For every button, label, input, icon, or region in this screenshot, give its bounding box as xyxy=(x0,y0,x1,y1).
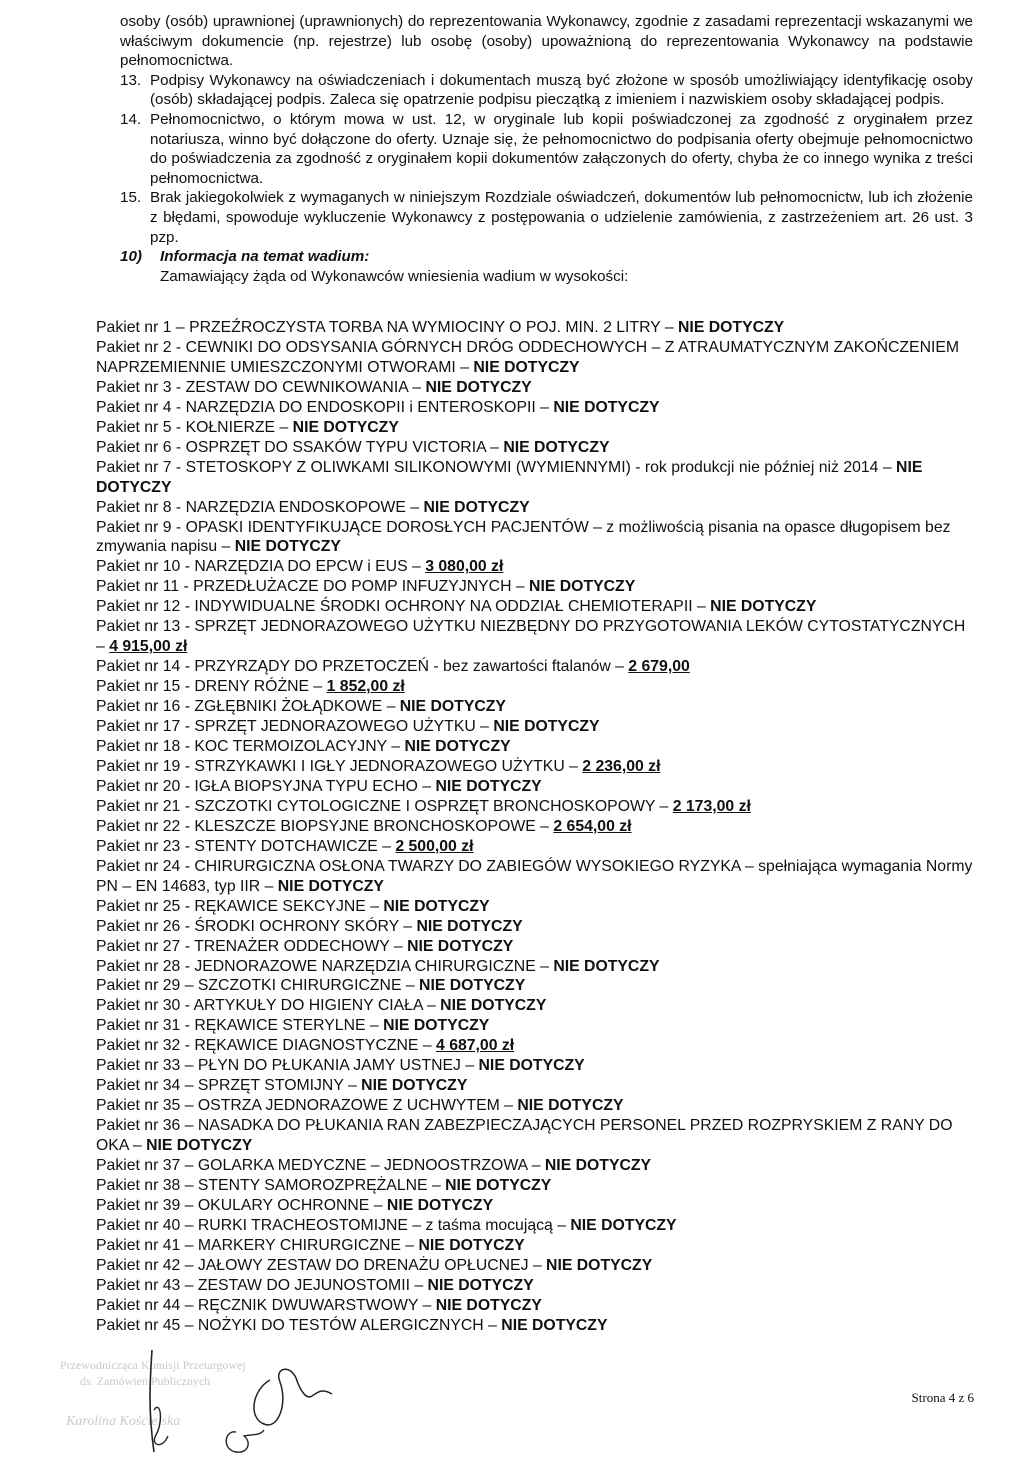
packet-item xyxy=(96,657,976,677)
packet-name: KOC TERMOIZOLACYJNY – xyxy=(194,738,405,756)
packet-number: Pakiet nr 34 – xyxy=(96,1077,198,1095)
packet-item xyxy=(96,897,976,917)
packet-status: NIE DOTYCZY xyxy=(146,1137,253,1155)
packet-item xyxy=(96,697,976,717)
section-heading xyxy=(120,247,973,267)
packet-wadium-amount: 2 679,00 xyxy=(628,658,690,676)
packet-wadium-amount: 2 173,00 zł xyxy=(672,797,751,815)
packet-number: Pakiet nr 17 - xyxy=(96,718,195,736)
packet-number: Pakiet nr 16 - xyxy=(96,698,195,716)
stamp-line: ds. Zamówień Publicznych xyxy=(80,1374,211,1388)
packet-name: SZCZOTKI CYTOLOGICZNE I OSPRZĘT BRONCHOSKOPOWY – xyxy=(194,797,673,815)
packet-name: DRENY RÓŻNE – xyxy=(194,678,327,696)
item-number: 15. xyxy=(120,189,142,207)
packet-status: NIE DOTYCZY xyxy=(361,1077,468,1095)
packet-number: Pakiet nr 15 - xyxy=(96,678,195,696)
packet-status: NIE DOTYCZY xyxy=(435,777,542,795)
packet-name: CHIRURGICZNA OSŁONA TWARZY DO ZABIEGÓW WYSOKIEGO RYZYKA – spełniająca wymagania Normy PN – EN 14683, typ IIR – xyxy=(96,857,973,895)
packet-item xyxy=(96,1016,976,1036)
packet-status: NIE DOTYCZY xyxy=(546,1256,653,1274)
handwritten-signature xyxy=(140,1340,370,1460)
packet-status: NIE DOTYCZY xyxy=(473,358,580,376)
packet-name: RĘKAWICE SEKCYJNE – xyxy=(194,897,384,915)
packet-name: STENTY SAMOROZPRĘŻALNE – xyxy=(197,1176,446,1194)
wadium-intro: Zamawiający żąda od Wykonawców wniesienia wadium w wysokości: xyxy=(160,267,629,285)
packet-wadium-amount: 4 915,00 zł xyxy=(109,638,188,656)
packet-name: OSTRZA JEDNORAZOWE Z UCHWYTEM – xyxy=(197,1097,518,1115)
packet-status: NIE DOTYCZY xyxy=(383,897,490,915)
packet-number: Pakiet nr 12 - xyxy=(96,598,195,616)
packet-number: Pakiet nr 11 - xyxy=(96,578,194,596)
packet-wadium-amount: 2 236,00 zł xyxy=(582,757,661,775)
packet-number: Pakiet nr 14 - xyxy=(96,658,195,676)
packet-item xyxy=(96,677,976,697)
packet-name: ARTYKUŁY DO HIGIENY CIAŁA – xyxy=(193,997,441,1015)
packet-item xyxy=(96,577,976,597)
packet-name: OPASKI IDENTYFIKUJĄCE DOROSŁYCH PACJENTÓW – z możliwością pisania na opasce długopisem bez zmywania napisu – xyxy=(96,518,951,556)
packet-number: Pakiet nr 9 - xyxy=(96,518,186,536)
packet-status: NIE DOTYCZY xyxy=(544,1157,652,1175)
item-number: 13. xyxy=(120,71,142,89)
intro-section xyxy=(120,12,973,286)
packet-wadium-amount: 2 500,00 zł xyxy=(395,837,474,855)
numbered-item-13 xyxy=(120,71,973,110)
packet-name: ZESTAW DO CEWNIKOWANIA – xyxy=(185,378,426,396)
packet-name: GOLARKA MEDYCZNE – JEDNOOSTRZOWA – xyxy=(197,1157,545,1175)
packet-number: Pakiet nr 42 – xyxy=(96,1256,198,1274)
packet-item xyxy=(96,1056,976,1076)
packet-number: Pakiet nr 25 - xyxy=(96,897,195,915)
packet-number: Pakiet nr 24 - xyxy=(96,857,195,875)
packet-item xyxy=(96,957,976,977)
packet-number: Pakiet nr 18 - xyxy=(96,738,195,756)
packet-name: NOŻYKI DO TESTÓW ALERGICZNYCH – xyxy=(197,1316,502,1334)
section-title: Informacja na temat wadium: xyxy=(160,248,370,266)
packet-item xyxy=(96,837,976,857)
packet-number: Pakiet nr 38 – xyxy=(96,1176,198,1194)
packet-status: NIE DOTYCZY xyxy=(383,1017,490,1035)
packet-item xyxy=(96,1076,976,1096)
packet-wadium-amount: 1 852,00 zł xyxy=(326,678,405,696)
packet-item xyxy=(96,458,976,498)
packet-number: Pakiet nr 41 – xyxy=(96,1236,198,1254)
packet-item xyxy=(96,817,976,837)
packet-name: KLESZCZE BIOPSYJNE BRONCHOSKOPOWE – xyxy=(194,817,554,835)
packet-wadium-amount: 3 080,00 zł xyxy=(425,558,504,576)
packet-status: NIE DOTYCZY xyxy=(440,997,547,1015)
packet-number: Pakiet nr 35 – xyxy=(96,1097,198,1115)
packet-item xyxy=(96,937,976,957)
packet-name: NARZĘDZIA DO ENDOSKOPII i ENTEROSKOPII – xyxy=(185,398,554,416)
packet-number: Pakiet nr 4 - xyxy=(96,398,186,416)
packet-number: Pakiet nr 45 – xyxy=(96,1316,198,1334)
packet-name: CEWNIKI DO ODSYSANIA GÓRNYCH DRÓG ODDECHOWYCH – Z ATRAUMATYCZNYM ZAKOŃCZENIEM NAPRZEMIENNIE UMIESZCZONYMI OTWORAMI – xyxy=(96,338,960,376)
packet-list xyxy=(96,318,976,1336)
packet-number: Pakiet nr 43 – xyxy=(96,1276,198,1294)
packet-name: JAŁOWY ZESTAW DO DRENAŻU OPŁUCNEJ – xyxy=(197,1256,547,1274)
packet-status: NIE DOTYCZY xyxy=(553,398,660,416)
packet-name: SPRZĘT JEDNORAZOWEGO UŻYTKU NIEZBĘDNY DO PRZYGOTOWANIA LEKÓW CYTOSTATYCZNYCH – xyxy=(96,618,966,656)
packet-item xyxy=(96,757,976,777)
packet-item xyxy=(96,857,976,897)
packet-name: RĘKAWICE DIAGNOSTYCZNE – xyxy=(194,1037,437,1055)
packet-status: NIE DOTYCZY xyxy=(399,698,506,716)
packet-number: Pakiet nr 30 - xyxy=(96,997,194,1015)
packet-name: PRZEŹROCZYSTA TORBA NA WYMIOCINY O POJ. MIN. 2 LITRY – xyxy=(189,319,679,336)
packet-item xyxy=(96,1116,976,1156)
packet-item xyxy=(96,1316,976,1336)
packet-name: OKULARY OCHRONNE – xyxy=(197,1196,387,1214)
packet-number: Pakiet nr 1 – xyxy=(96,319,190,336)
packet-status: NIE DOTYCZY xyxy=(419,977,526,995)
packet-status: NIE DOTYCZY xyxy=(570,1216,677,1234)
packet-name: STETOSKOPY Z OLIWKAMI SILIKONOWYMI (WYMIENNYMI) - rok produkcji nie później niż 2014 – xyxy=(185,458,897,476)
item-text: Podpisy Wykonawcy na oświadczeniach i dokumentach muszą być złożone w sposób umożliwiający identyfikację osoby (osób) składającej podpis. Zaleca się opatrzenie podpisu pieczątką z imieniem i nazwiskiem osoby składającej podpis. xyxy=(150,71,973,109)
packet-status: NIE DOTYCZY xyxy=(503,438,610,456)
packet-item xyxy=(96,438,976,458)
packet-item xyxy=(96,498,976,518)
stamp-line: Karolina Kościelska xyxy=(66,1414,181,1429)
packet-number: Pakiet nr 33 – xyxy=(96,1057,198,1075)
packet-status: NIE DOTYCZY xyxy=(478,1057,585,1075)
intro-paragraph: osoby (osób) uprawnionej (uprawnionych) do reprezentowania Wykonawcy, zgodnie z zasadami reprezentacji wskazanymi we właściwym dokumencie (np. rejestrze) lub osobę (osoby) upoważnioną do reprezentowania Wykonawcy na podstawie pełnomocnictwa. xyxy=(120,13,973,70)
packet-number: Pakiet nr 22 - xyxy=(96,817,195,835)
packet-item xyxy=(96,1096,976,1116)
packet-wadium-amount: 2 654,00 zł xyxy=(553,817,632,835)
packet-wadium-amount: 4 687,00 zł xyxy=(436,1037,515,1055)
packet-name: ZGŁĘBNIKI ŻOŁĄDKOWE – xyxy=(194,698,400,716)
packet-item xyxy=(96,1296,976,1316)
packet-number: Pakiet nr 8 - xyxy=(96,498,186,516)
stamp-line: Przewodnicząca Komisji Przetargowej xyxy=(60,1358,246,1372)
packet-status: NIE DOTYCZY xyxy=(517,1097,624,1115)
packet-number: Pakiet nr 39 – xyxy=(96,1196,198,1214)
packet-item xyxy=(96,917,976,937)
packet-item xyxy=(96,1176,976,1196)
packet-item xyxy=(96,338,976,378)
packet-item xyxy=(96,1216,976,1236)
packet-item xyxy=(96,398,976,418)
item-text: Pełnomocnictwo, o którym mowa w ust. 12, w oryginale lub kopii poświadczonej za zgodność z oryginałem przez notariusza, winno być dołączone do oferty. Uznaje się, że pełnomocnictwo do podpisania oferty obejmuje pełnomocnictwo do poświadczenia za zgodność z oryginałem kopii dokumentów załączonych do oferty, chyba że co innego wynika z treści pełnomocnictwa. xyxy=(150,110,973,187)
packet-status: NIE DOTYCZY xyxy=(553,957,660,975)
packet-item xyxy=(96,1276,976,1296)
numbered-item-15 xyxy=(120,188,973,247)
packet-number: Pakiet nr 19 - xyxy=(96,757,195,775)
packet-name: STENTY DOTCHAWICZE – xyxy=(194,837,396,855)
page-number: Strona 4 z 6 xyxy=(911,1390,974,1405)
packet-number: Pakiet nr 27 - xyxy=(96,937,195,955)
packet-name: NASADKA DO PŁUKANIA RAN ZABEZPIECZAJĄCYCH PERSONEL PRZED ROZPRYSKIEM Z RANY DO OKA – xyxy=(96,1117,953,1155)
packet-item xyxy=(96,1036,976,1056)
packet-status: NIE DOTYCZY xyxy=(423,498,530,516)
packet-number: Pakiet nr 36 – xyxy=(96,1117,198,1135)
packet-status: NIE DOTYCZY xyxy=(416,917,523,935)
packet-status: NIE DOTYCZY xyxy=(386,1196,494,1214)
packet-name: SPRZĘT JEDNORAZOWEGO UŻYTKU – xyxy=(194,718,494,736)
packet-item xyxy=(96,797,976,817)
packet-number: Pakiet nr 20 - xyxy=(96,777,195,795)
packet-status: NIE DOTYCZY xyxy=(435,1296,542,1314)
packet-name: JEDNORAZOWE NARZĘDZIA CHIRURGICZNE – xyxy=(194,957,554,975)
packet-item xyxy=(96,976,976,996)
packet-number: Pakiet nr 3 - xyxy=(96,378,186,396)
item-number: 14. xyxy=(120,110,142,128)
packet-item xyxy=(96,1156,976,1176)
packet-number: Pakiet nr 28 - xyxy=(96,957,195,975)
packet-status: NIE DOTYCZY xyxy=(277,877,384,895)
packet-name: ŚRODKI OCHRONY SKÓRY – xyxy=(194,917,417,935)
packet-name: RURKI TRACHEOSTOMIJNE – z taśma mocującą – xyxy=(197,1216,571,1234)
packet-status: NIE DOTYCZY xyxy=(407,937,514,955)
packet-name: RĘCZNIK DWUWARSTWOWY – xyxy=(197,1296,436,1314)
section-number: 10) xyxy=(120,248,142,266)
packet-item xyxy=(96,996,976,1016)
packet-status: NIE DOTYCZY xyxy=(292,418,399,436)
packet-status: NIE DOTYCZY xyxy=(445,1176,552,1194)
packet-status: NIE DOTYCZY xyxy=(493,718,600,736)
packet-name: SZCZOTKI CHIRURGICZNE – xyxy=(197,977,420,995)
packet-number: Pakiet nr 31 - xyxy=(96,1017,195,1035)
packet-item xyxy=(96,557,976,577)
packet-name: ZESTAW DO JEJUNOSTOMII – xyxy=(197,1276,428,1294)
packet-name: NARZĘDZIA DO EPCW i EUS – xyxy=(194,558,426,576)
packet-number: Pakiet nr 21 - xyxy=(96,797,195,815)
packet-number: Pakiet nr 7 - xyxy=(96,458,186,476)
packet-item xyxy=(96,1196,976,1216)
packet-name: STRZYKAWKI I IGŁY JEDNORAZOWEGO UŻYTKU – xyxy=(194,757,583,775)
packet-item xyxy=(96,737,976,757)
packet-name: IGŁA BIOPSYJNA TYPU ECHO – xyxy=(194,777,436,795)
packet-status: NIE DOTYCZY xyxy=(427,1276,534,1294)
packet-status: NIE DOTYCZY xyxy=(418,1236,525,1254)
packet-number: Pakiet nr 13 - xyxy=(96,618,195,636)
packet-status: NIE DOTYCZY xyxy=(678,319,785,336)
packet-number: Pakiet nr 10 - xyxy=(96,558,195,576)
packet-number: Pakiet nr 29 – xyxy=(96,977,198,995)
packet-name: PRZEDŁUŻACZE DO POMP INFUZYJNYCH – xyxy=(193,578,530,596)
packet-number: Pakiet nr 32 - xyxy=(96,1037,195,1055)
packet-name: INDYWIDUALNE ŚRODKI OCHRONY NA ODDZIAŁ CHEMIOTERAPII – xyxy=(194,598,711,616)
packet-status: NIE DOTYCZY xyxy=(710,598,817,616)
packet-item xyxy=(96,717,976,737)
packet-name: RĘKAWICE STERYLNE – xyxy=(194,1017,384,1035)
packet-item xyxy=(96,617,976,657)
packet-item xyxy=(96,1236,976,1256)
packet-status: NIE DOTYCZY xyxy=(404,738,511,756)
packet-name: TRENAŻER ODDECHOWY – xyxy=(194,937,408,955)
packet-name: PRZYRZĄDY DO PRZETOCZEŃ - bez zawartości ftalanów – xyxy=(194,658,629,676)
packet-name: NARZĘDZIA ENDOSKOPOWE – xyxy=(185,498,424,516)
packet-item xyxy=(96,418,976,438)
packet-status: NIE DOTYCZY xyxy=(501,1316,608,1334)
packet-status: NIE DOTYCZY xyxy=(234,538,341,556)
packet-number: Pakiet nr 37 – xyxy=(96,1157,198,1175)
packet-name: PŁYN DO PŁUKANIA JAMY USTNEJ – xyxy=(197,1057,479,1075)
packet-name: KOŁNIERZE – xyxy=(185,418,293,436)
packet-item xyxy=(96,777,976,797)
packet-status: NIE DOTYCZY xyxy=(529,578,636,596)
packet-name: OSPRZĘT DO SSAKÓW TYPU VICTORIA – xyxy=(185,438,504,456)
packet-item xyxy=(96,597,976,617)
packet-item xyxy=(96,378,976,398)
packet-number: Pakiet nr 44 – xyxy=(96,1296,198,1314)
item-text: Brak jakiegokolwiek z wymaganych w niniejszym Rozdziale oświadczeń, dokumentów lub pełnomocnictw, lub ich złożenie z błędami, spowoduje wykluczenie Wykonawcy z postępowania o udzielenie zamówienia, z zastrzeżeniem art. 26 ust. 3 pzp. xyxy=(150,189,973,246)
packet-number: Pakiet nr 2 - xyxy=(96,338,186,356)
packet-number: Pakiet nr 5 - xyxy=(96,418,186,436)
packet-name: SPRZĘT STOMIJNY – xyxy=(197,1077,362,1095)
packet-name: MARKERY CHIRURGICZNE – xyxy=(197,1236,419,1254)
packet-item xyxy=(96,518,976,558)
packet-item xyxy=(96,1256,976,1276)
packet-number: Pakiet nr 23 - xyxy=(96,837,195,855)
packet-number: Pakiet nr 26 - xyxy=(96,917,195,935)
packet-item xyxy=(96,318,976,338)
numbered-item-14 xyxy=(120,110,973,188)
packet-status: NIE DOTYCZY xyxy=(425,378,532,396)
packet-number: Pakiet nr 6 - xyxy=(96,438,186,456)
packet-status: NIE DOTYCZY xyxy=(96,458,923,496)
packet-number: Pakiet nr 40 – xyxy=(96,1216,198,1234)
